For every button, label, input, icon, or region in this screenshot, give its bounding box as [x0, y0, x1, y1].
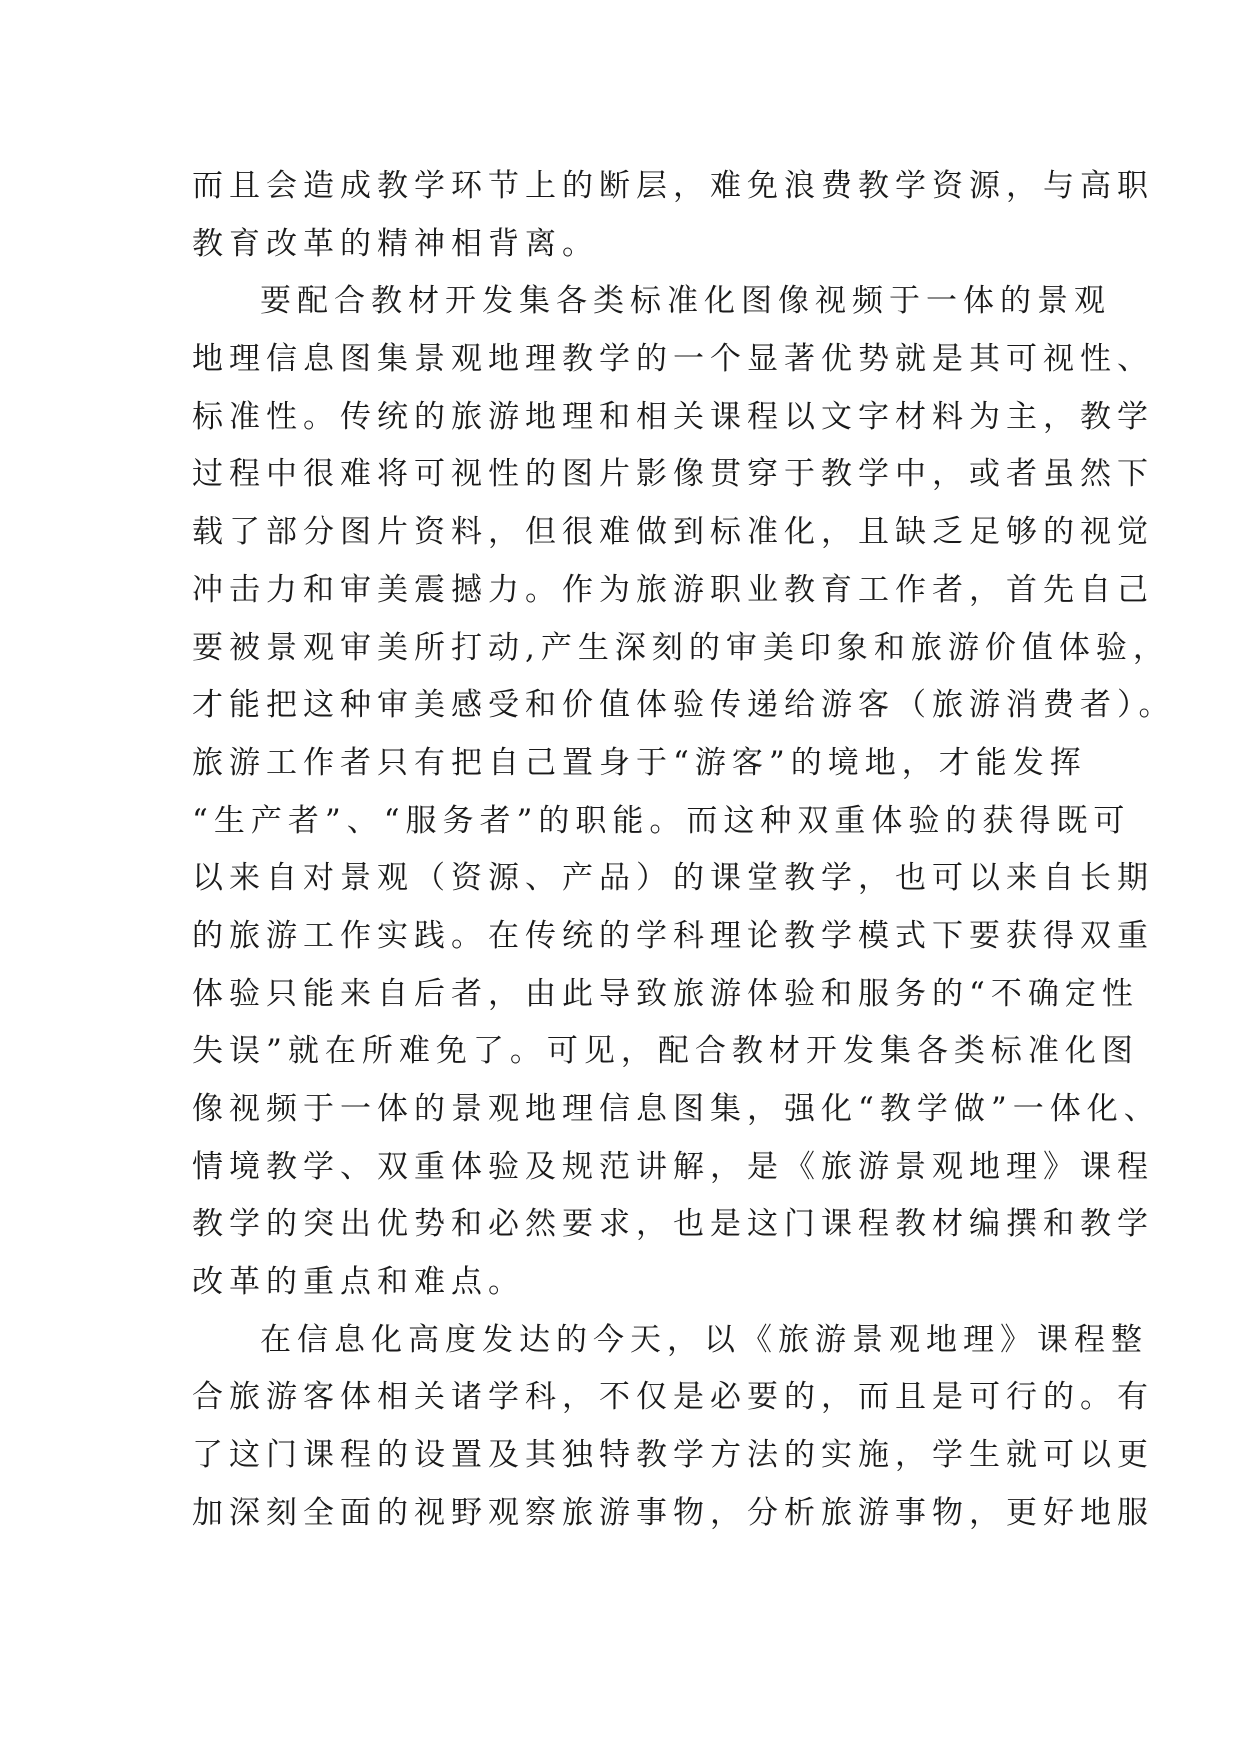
text-line: 要配合教材开发集各类标准化图像视频于一体的景观 [260, 283, 1111, 320]
text-line: 了这门课程的设置及其独特教学方法的实施，学生就可以更 [192, 1437, 1154, 1474]
paragraph-2 [192, 273, 1176, 1311]
text-line: 以来自对景观（资源、产品）的课堂教学，也可以来自长期 [192, 860, 1154, 897]
paragraph-3 [192, 1312, 1154, 1543]
text-line: 冲击力和审美震撼力。作为旅游职业教育工作者，首先自己 [192, 571, 1154, 608]
body-text [192, 158, 1176, 1543]
text-line: 才能把这种审美感受和价值体验传递给游客（旅游消费者）。 [192, 687, 1176, 724]
text-line: 像视频于一体的景观地理信息图集，强化“教学做”一体化、 [192, 1091, 1161, 1127]
text-line: 的旅游工作实践。在传统的学科理论教学模式下要获得双重 [192, 917, 1154, 954]
text-line: 加深刻全面的视野观察旅游事物，分析旅游事物，更好地服 [192, 1494, 1154, 1531]
text-line: 地理信息图集景观地理教学的一个显著优势就是其可视性、 [192, 341, 1154, 378]
text-line: 标准性。传统的旅游地理和相关课程以文字材料为主，教学 [192, 398, 1154, 435]
text-line: 在信息化高度发达的今天，以《旅游景观地理》课程整 [260, 1321, 1148, 1358]
text-line: 教学的突出优势和必然要求，也是这门课程教材编撰和教学 [192, 1206, 1154, 1243]
text-line: 要被景观审美所打动,产生深刻的审美印象和旅游价值体验， [192, 629, 1170, 666]
text-line: 合旅游客体相关诸学科，不仅是必要的，而且是可行的。有 [192, 1379, 1154, 1416]
text-line: 情境教学、双重体验及规范讲解，是《旅游景观地理》课程 [192, 1148, 1154, 1185]
text-line: 教育改革的精神相背离。 [192, 225, 599, 262]
text-line: “生产者”、“服务者”的职能。而这种双重体验的获得既可 [192, 802, 1131, 839]
text-line: 改革的重点和难点。 [192, 1264, 525, 1301]
text-line: 旅游工作者只有把自己置身于“游客”的境地，才能发挥 [192, 744, 1087, 781]
text-line: 失误”就在所难免了。可见，配合教材开发集各类标准化图 [192, 1033, 1139, 1070]
text-line: 体验只能来自后者，由此导致旅游体验和服务的“不确定性 [192, 975, 1139, 1012]
text-line: 过程中很难将可视性的图片影像贯穿于教学中，或者虽然下 [192, 456, 1154, 493]
text-line: 而且会造成教学环节上的断层，难免浪费教学资源，与高职 [192, 168, 1154, 204]
paragraph-1 [192, 158, 1154, 273]
text-line: 载了部分图片资料，但很难做到标准化，且缺乏足够的视觉 [192, 514, 1154, 551]
